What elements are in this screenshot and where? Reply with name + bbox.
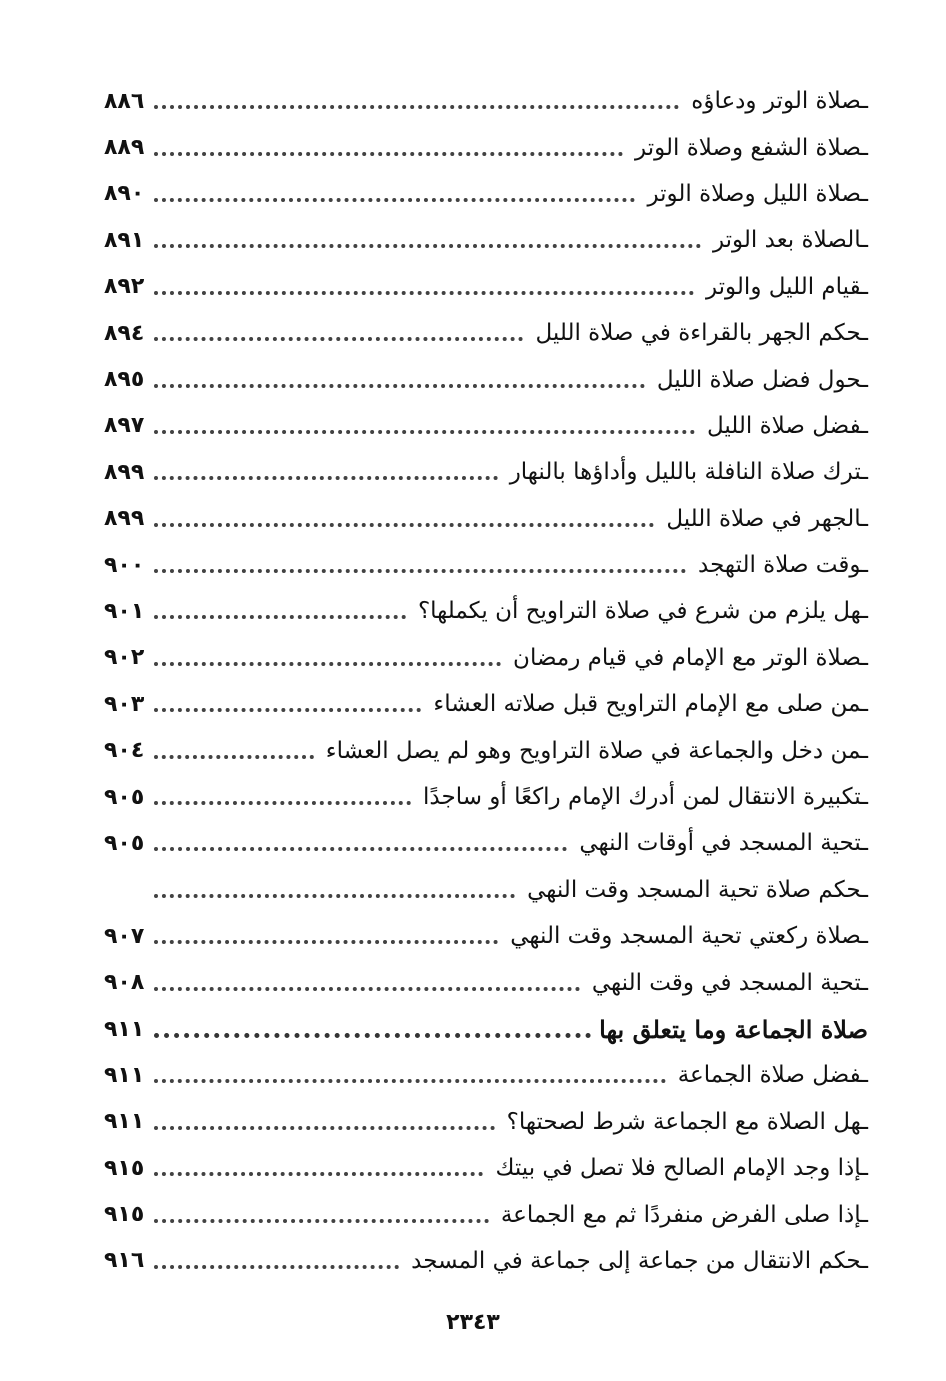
toc-entry-title: ـحكم صلاة تحية المسجد وقت النهي <box>527 876 868 903</box>
dot-leader <box>154 523 654 527</box>
toc-entry-page: ٩١٦ <box>104 1248 145 1274</box>
toc-entry-title: ـحكم الانتقال من جماعة إلى جماعة في المسجد <box>411 1247 868 1274</box>
toc-entry-title: ـهل يلزم من شرع في صلاة التراويح أن يكملها؟ <box>417 598 868 625</box>
toc-entry-title: ـالصلاة بعد الوتر <box>712 227 868 254</box>
toc-entry <box>104 1145 868 1191</box>
dot-leader <box>154 894 515 898</box>
toc-entry <box>104 774 868 820</box>
toc-entry-title: ـفضل صلاة الجماعة <box>677 1062 868 1089</box>
toc-entry <box>104 635 868 681</box>
toc-section-heading <box>104 1006 868 1052</box>
toc-entry-page: ٩١١ <box>104 1062 145 1088</box>
toc-entry-page: ٨٨٩ <box>104 135 145 161</box>
toc-entry-page: ٨٩٢ <box>104 274 145 300</box>
dot-leader <box>154 384 645 388</box>
dot-leader <box>154 291 694 295</box>
toc-entry-title: ـتحية المسجد في وقت النهي <box>591 969 868 996</box>
toc-entry <box>104 496 868 542</box>
toc-entry-page: ٩٠٧ <box>104 923 145 949</box>
toc-entry-page: ٩١٥ <box>104 1155 145 1181</box>
toc-entry-title: ـترك صلاة النافلة بالليل وأداؤها بالنهار <box>509 459 868 486</box>
dot-leader <box>154 801 411 805</box>
toc-entry-title: صلاة الجماعة وما يتعلق بها <box>599 1014 868 1044</box>
dot-leader <box>154 1033 591 1038</box>
dot-leader <box>154 940 498 944</box>
toc-entry-page: ٩٠٠ <box>104 552 145 578</box>
toc-entry-page: ٨٨٦ <box>104 88 145 114</box>
toc-entry-page: ٩١٥ <box>104 1202 145 1228</box>
dot-leader <box>154 430 695 434</box>
toc-entry <box>104 867 868 913</box>
dot-leader <box>154 337 523 341</box>
toc-entry <box>104 913 868 959</box>
toc-entry <box>104 124 868 170</box>
toc-entry-title: ـمن دخل والجماعة في صلاة التراويح وهو لم يصل العشاء <box>325 737 868 764</box>
toc-entry-page: ٨٩٧ <box>104 413 145 439</box>
dot-leader <box>154 1126 495 1130</box>
toc-entry <box>104 681 868 727</box>
dot-leader <box>154 847 567 851</box>
dot-leader <box>154 662 501 666</box>
toc-entry-page: ٩٠١ <box>104 598 145 624</box>
toc-entry-title: ـالجهر في صلاة الليل <box>666 505 868 532</box>
toc-entry-title: ـمن صلى مع الإمام التراويح قبل صلاته العشاء <box>433 691 868 718</box>
toc-entry-page: ٨٩٩ <box>104 506 145 532</box>
dot-leader <box>154 1219 489 1223</box>
toc-entry-page: ٨٩٩ <box>104 459 145 485</box>
page-number: ٢٣٤٣ <box>446 1310 500 1335</box>
toc-entry-title: ـتكبيرة الانتقال لمن أدرك الإمام راكعًا أو ساجدًا <box>423 784 868 811</box>
toc-entry <box>104 820 868 866</box>
dot-leader <box>154 1079 666 1083</box>
toc-entry <box>104 449 868 495</box>
toc-entry-page: ٩٠٣ <box>104 691 145 717</box>
toc-entry-title: ـصلاة الوتر ودعاؤه <box>691 88 868 115</box>
toc-entry-page: ٨٩٤ <box>104 320 145 346</box>
dot-leader <box>154 1265 399 1269</box>
toc-entry <box>104 1191 868 1237</box>
toc-entry-page: ٩٠٨ <box>104 970 145 996</box>
toc-entry <box>104 727 868 773</box>
toc-entry-title: ـوقت صلاة التهجد <box>698 552 868 579</box>
toc-entry-page: ٩١١ <box>104 1016 145 1042</box>
toc-entry-title: ـهل الصلاة مع الجماعة شرط لصحتها؟ <box>506 1108 868 1135</box>
dot-leader <box>154 152 623 156</box>
toc-entry-title: ـصلاة الشفع وصلاة الوتر <box>635 134 868 161</box>
toc-entry-page: ٩٠٥ <box>104 830 145 856</box>
toc-entry <box>104 542 868 588</box>
dot-leader <box>154 198 635 202</box>
toc-entry-title: ـتحية المسجد في أوقات النهي <box>579 830 868 857</box>
toc-entry-title: ـفضل صلاة الليل <box>706 412 868 439</box>
toc-entry-title: ـإذا وجد الإمام الصالح فلا تصل في بيتك <box>495 1155 868 1182</box>
toc-entry-page: ٩٠٤ <box>104 738 145 764</box>
toc-entry-title: ـحول فضل صلاة الليل <box>656 366 868 393</box>
toc-entry-page: ٨٩١ <box>104 227 145 253</box>
toc-entry-title: ـقيام الليل والوتر <box>705 273 868 300</box>
dot-leader <box>154 987 580 991</box>
toc-entry <box>104 1099 868 1145</box>
toc-entry-title: ـصلاة الليل وصلاة الوتر <box>647 180 868 207</box>
table-of-contents <box>104 78 868 1284</box>
toc-entry <box>104 403 868 449</box>
toc-entry <box>104 171 868 217</box>
toc-entry-title: ـصلاة الوتر مع الإمام في قيام رمضان <box>513 644 868 671</box>
toc-entry-page: ٩٠٥ <box>104 784 145 810</box>
toc-entry-page: ٩٠٢ <box>104 645 145 671</box>
toc-entry <box>104 959 868 1005</box>
dot-leader <box>154 615 406 619</box>
toc-entry <box>104 1052 868 1098</box>
toc-entry-page: ٨٩٥ <box>104 367 145 393</box>
dot-leader <box>154 1172 483 1176</box>
dot-leader <box>154 708 421 712</box>
toc-entry <box>104 264 868 310</box>
dot-leader <box>154 244 701 248</box>
dot-leader <box>154 105 679 109</box>
toc-entry <box>104 217 868 263</box>
dot-leader <box>154 755 314 759</box>
toc-entry <box>104 356 868 402</box>
toc-entry <box>104 78 868 124</box>
toc-entry <box>104 310 868 356</box>
toc-entry-page: ٩١١ <box>104 1109 145 1135</box>
toc-entry <box>104 1238 868 1284</box>
dot-leader <box>154 476 498 480</box>
toc-entry <box>104 588 868 634</box>
toc-entry-title: ـحكم الجهر بالقراءة في صلاة الليل <box>535 320 868 347</box>
toc-entry-page: ٨٩٠ <box>104 181 145 207</box>
dot-leader <box>154 569 686 573</box>
toc-entry-title: ـإذا صلى الفرض منفردًا ثم مع الجماعة <box>500 1201 868 1228</box>
toc-entry-title: ـصلاة ركعتي تحية المسجد وقت النهي <box>510 923 868 950</box>
